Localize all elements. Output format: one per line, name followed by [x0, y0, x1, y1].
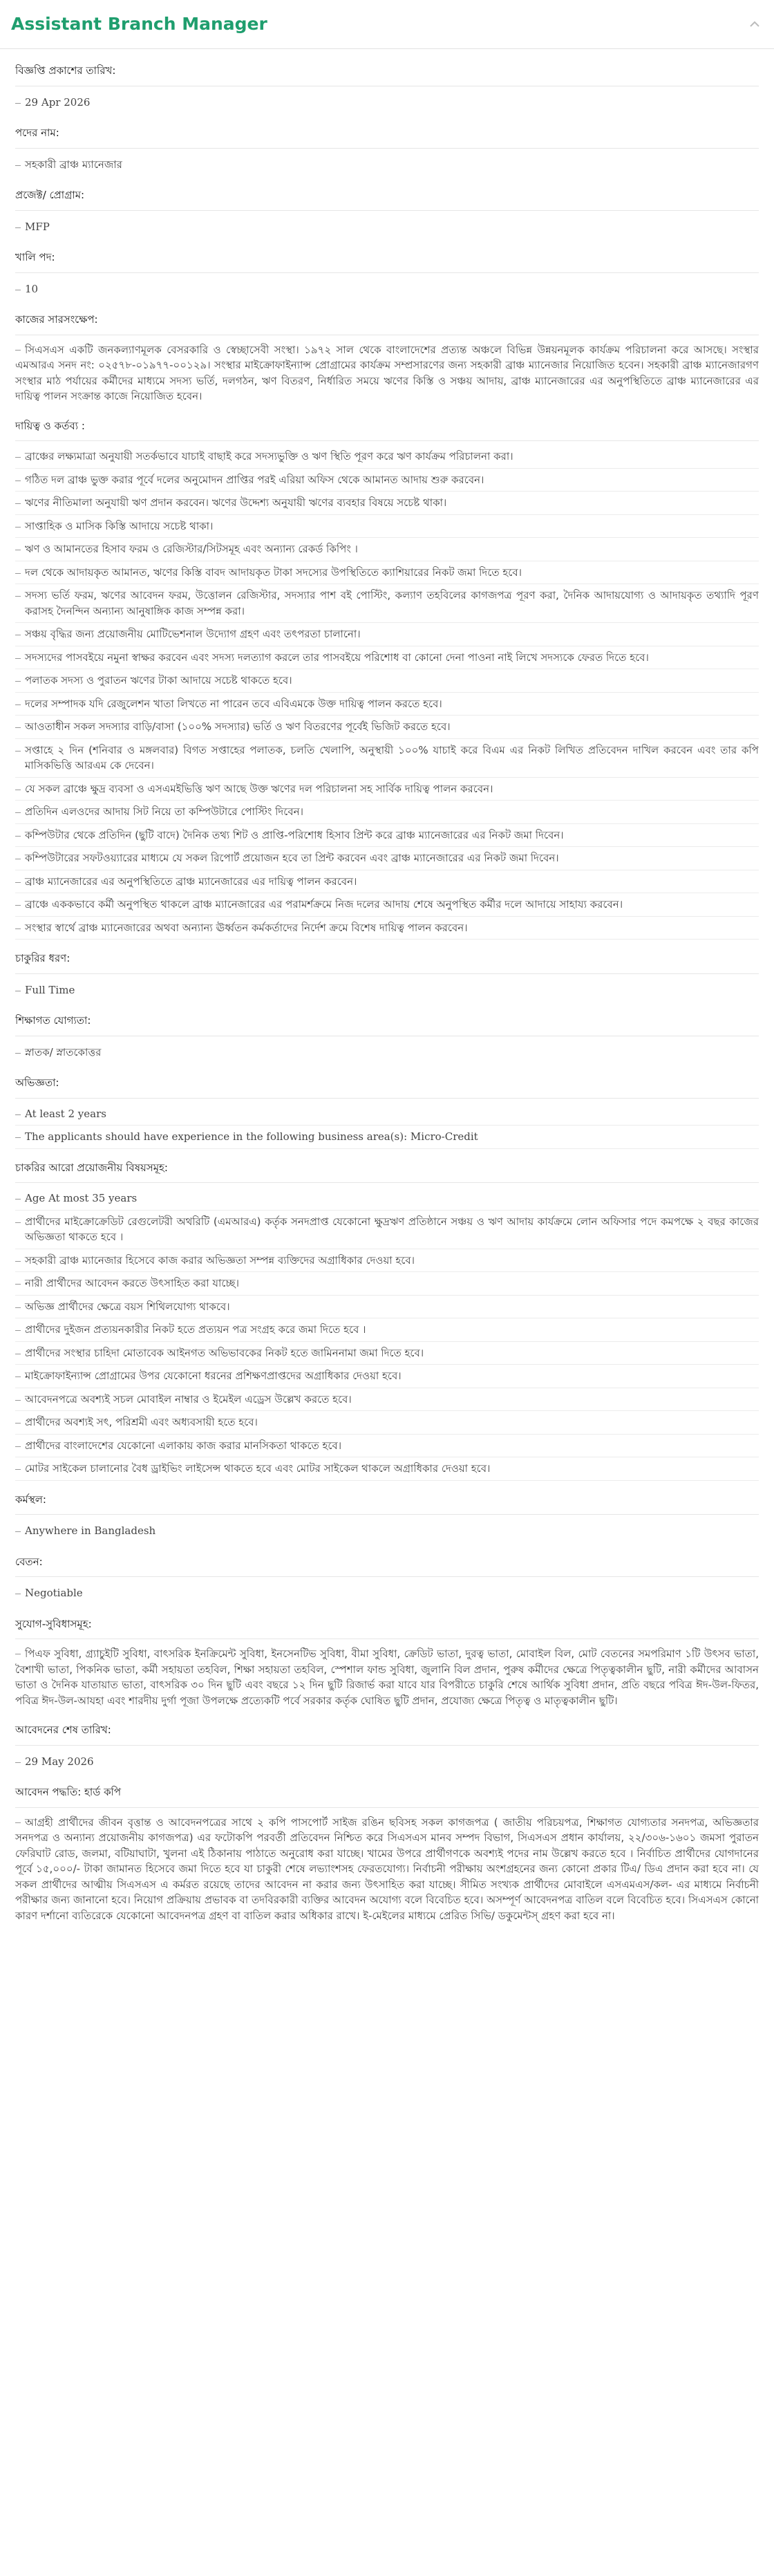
published-label: বিজ্ঞপ্তি প্রকাশের তারিখ:	[15, 64, 116, 77]
list-item: প্রার্থীদের সংস্থার চাহিদা মোতাবেক আইনগত অভিভাবকের নিকট হতে জামিননামা জমা দিতে হবে।	[15, 1342, 759, 1365]
employment-value: Full Time	[15, 978, 759, 1002]
salary-value: Negotiable	[15, 1581, 759, 1605]
experience-label: অভিজ্ঞতা:	[15, 1076, 59, 1089]
list-item: সদস্যদের পাসবইয়ে নমুনা স্বাক্ষর করবেন এবং সদস্য দলত্যাগ করলে তার পাসবইয়ে পরিশোধ বা কোনো দেনা পাওনা নাই লিখে সদস্যকে ফেরত দিতে হবে।	[15, 646, 759, 670]
list-item: ঋণের নীতিমালা অনুযায়ী ঋণ প্রদান করবেন। ঋণের উদ্দেশ্য অনুযায়ী ঋণের ব্যবহার বিষয়ে সচেষ্ট থাকা।	[15, 492, 759, 515]
apply-text: আগ্রহী প্রার্থীদের জীবন বৃত্তান্ত ও আবেদনপত্রের সাথে ২ কপি পাসপোর্ট সাইজ রঙিন ছবিসহ সকল কাগজপত্র ( জাতীয় পরিচয়পত্র, শিক্ষাগত যোগ্যতার সনদপত্র, অভিজ্ঞতার সনদপত্র ও অন্যান্য প্রয়োজনীয় কাগজপত্র) এর ফটোকপি পরবর্তী প্রতিবেদন নিশ্চিত করে সিএসএস মানব সম্পদ বিভাগ, সিএসএস প্রধান কার্যালয়, ২২/৩০৬-১৬০১ জমসা পুরাতন ফেরিঘাট রোড, জলমা, বটিয়াঘাটা, খুলনা এই ঠিকানায় পাঠাতে অনুরোধ করা যাচ্ছে। খামের উপরে প্রার্থীগণকে অবশ্যই পদের নাম উল্লেখ করতে হবে । নির্বাচিত প্রার্থীদের যোগদানের পূর্বে ১৫,০০০/- টাকা জামানত হিসেবে জমা দিতে হবে যা চাকুরী শেষে লভ্যাংশসহ ফেরতযোগ্য। নির্বাচনী পরীক্ষায় অংশগ্রহনের জন্য কোনো প্রকার টিএ/ ডিএ প্রদান করা হবে না। যে সকল প্রার্থীদের আত্মীয় সিএসএস এ কর্মরত রয়েছে তাদের আবেদন না করার জন্য উৎসাহিত করা যাচ্ছে। সীমিত সংখ্যক প্রার্থীদের মোবাইলে এসএমএস/কল- এর মাধ্যমে নির্বাচনী পরীক্ষার জন্য জানানো হবে। নিয়োগ প্রক্রিয়ায় প্রভাবক বা তদবিরকারী ব্যক্তির আবেদন অযোগ্য বলে বিবেচিত হবে। অসম্পূর্ণ আবেদনপত্র বাতিল বলে বিবেচিত হবে। সিএসএস কোনো কারণ দর্শানো ব্যতিরেকে যেকোনো আবেদনপত্র গ্রহণ বা বাতিল করার অধিকার রাখে। ই-মেইলের মাধ্যমে প্রেরিত সিভি/ ডকুমেন্টস্ গ্রহণ করা হবে না।	[15, 1812, 759, 1927]
list-item: প্রার্থীদের অবশ্যই সৎ, পরিশ্রমী এবং অধ্যবসায়ী হতে হবে।	[15, 1411, 759, 1435]
project-section	[15, 183, 759, 239]
salary-section	[15, 1550, 759, 1605]
location-section	[15, 1488, 759, 1543]
list-item: সহকারী ব্রাঞ্চ ম্যানেজার হিসেবে কাজ করার অভিজ্ঞতা সম্পন্ন ব্যক্তিদের অগ্রাধিকার দেওয়া হবে।	[15, 1249, 759, 1273]
list-item: The applicants should have experience in the following business area(s): Micro-Credit	[15, 1126, 759, 1149]
salary-label: বেতন:	[15, 1555, 43, 1568]
vacancy-label: খালি পদ:	[15, 251, 55, 263]
list-item: প্রতিদিন এলওদের আদায় সিট নিয়ে তা কম্পিউটারে পোস্টিং দিবেন।	[15, 801, 759, 824]
list-item: ব্রাঞ্চ ম্যানেজারের এর অনুপস্থিতিতে ব্রাঞ্চ ম্যানেজারের এর দায়িত্ব পালন করবেন।	[15, 870, 759, 894]
divider	[15, 148, 759, 149]
education-label: শিক্ষাগত যোগ্যতা:	[15, 1014, 91, 1027]
divider	[15, 1098, 759, 1099]
list-item: গঠিত দল ব্রাঞ্চ ভুক্ত করার পূর্বে দলের অনুমোদন প্রাপ্তির পরই এরিয়া অফিস থেকে আমানত আদায় শুরু করবেন।	[15, 469, 759, 492]
apply-label: আবেদন পদ্ধতি: হার্ড কপি	[15, 1786, 122, 1798]
published-section	[15, 59, 759, 114]
employment-section	[15, 946, 759, 1002]
requirements-section	[15, 1156, 759, 1481]
list-item: সপ্তাহে ২ দিন (শনিবার ও মঙ্গলবার) বিগত সপ্তাহের পলাতক, চলতি খেলাপি, অনুস্থায়ী ১০০% যাচাই করে বিএম এর নিকট লিখিত প্রতিবেদন দাখিল করবেন এবং তার কপি মাসিকভিত্তি আরএম কে দেবেন।	[15, 739, 759, 778]
deadline-section	[15, 1718, 759, 1773]
position-value: সহকারী ব্রাঞ্চ ম্যানেজার	[15, 153, 759, 177]
benefits-label: সুযোগ-সুবিধাসমূহ:	[15, 1617, 92, 1630]
position-section	[15, 121, 759, 176]
divider	[15, 1807, 759, 1808]
vacancy-value: 10	[15, 277, 759, 301]
project-label: প্রজেক্ট/ প্রোগ্রাম:	[15, 189, 85, 201]
deadline-label: আবেদনের শেষ তারিখ:	[15, 1724, 111, 1736]
list-item: মোটর সাইকেল চালানোর বৈধ ড্রাইভিং লাইসেন্স থাকতে হবে এবং মোটর সাইকেল থাকলে অগ্রাধিকার দেওয়া হবে।	[15, 1457, 759, 1481]
vacancy-section	[15, 245, 759, 301]
list-item: সংস্থার স্বার্থে ব্রাঞ্চ ম্যানেজারের অথবা অন্যান্য ঊর্ধ্বতন কর্মকর্তাদের নির্দেশ ক্রমে বিশেষ দায়িত্ব পালন করবেন।	[15, 917, 759, 940]
published-value: 29 Apr 2026	[15, 91, 759, 115]
list-item: দলের সম্পাদক যদি রেজুলেশন খাতা লিখতে না পারেন তবে এবিএমকে উক্ত দায়িত্ব পালন করতে হবে।	[15, 693, 759, 716]
apply-section	[15, 1780, 759, 1926]
list-item: কম্পিউটারের সফটওয়্যারের মাধ্যমে যে সকল রিপোর্ট প্রয়োজন হবে তা প্রিন্ট করবেন এবং ব্রাঞ্চ ম্যানেজারের এর নিকট জমা দিবেন।	[15, 847, 759, 870]
list-item: আবেদনপত্রে অবশ্যই সচল মোবাইল নাম্বার ও ইমেইল এড্রেস উল্লেখ করতে হবে।	[15, 1388, 759, 1412]
deadline-value: 29 May 2026	[15, 1750, 759, 1774]
education-value: স্নাতক/ স্নাতকোত্তর	[15, 1040, 759, 1065]
list-item: আওতাধীন সকল সদস্যার বাড়ি/বাসা (১০০% সদস্যার) ভর্তি ও ঋণ বিতরণের পূর্বেই ভিজিট করতে হবে।	[15, 716, 759, 739]
benefits-text: পিএফ সুবিধা, গ্র্যাচুইটি সুবিধা, বাৎসরিক ইনক্রিমেন্ট সুবিধা, ইনসেনটিভ সুবিধা, বীমা সুবিধা, ক্রেডিট ভাতা, দুরত্ব ভাতা, মোবাইল বিল, মোট বেতনের সমপরিমাণ ১টি উৎসব ভাতা, বৈশাখী ভাতা, পিকনিক ভাতা, কর্মী সহায়তা তহবিল, শিক্ষা সহায়তা তহবিল, স্পেশাল ফান্ড সুবিধা, জুলানি বিল প্রদান, পুরুষ কর্মীদের ক্ষেত্রে পিতৃত্বকালীন ছুটি, নারী কর্মীদের আবাসন ভাতা ও দৈনিক যাতায়াত ভাতা, বাৎসরিক ৩০ দিন ছুটি এবং বছরে ১২ দিন ছুটি রিজার্ভ করা যাবে যার বিপরীতে চাকুরি শেষে আর্থিক সুবিধা প্রদান, প্রতি বছরে পবিত্র ঈদ-উল-ফিতর, পবিত্র ঈদ-উল-আযহা এবং শারদীয় দুর্গা পূজা উপলক্ষে প্রত্যেকটি পর্বে সরকার কর্তৃক ঘোষিত ছুটি প্রদান, প্রযোজ্য ক্ষেত্রে পিতৃত্ব ও মাতৃত্বকালীন ছুটি।	[15, 1643, 759, 1711]
employment-label: চাকুরির ধরণ:	[15, 952, 70, 964]
list-item: মাইক্রোফাইন্যান্স প্রোগ্রামের উপর যেকোনো ধরনের প্রশিক্ষণপ্রাপ্তদের অগ্রাধিকার দেওয়া হবে।	[15, 1365, 759, 1388]
benefits-section	[15, 1612, 759, 1712]
list-item: ঋণ ও আমানতের হিসাব ফরম ও রেজিস্টার/সিটসমূহ এবং অন্যান্য রেকর্ড কিপিং ।	[15, 538, 759, 561]
list-item: সঞ্চয় বৃদ্ধির জন্য প্রয়োজনীয় মোটিভেশনাল উদ্যোগ গ্রহণ এবং তৎপরতা চালানো।	[15, 623, 759, 646]
divider	[15, 973, 759, 974]
chevron-up-icon[interactable]	[746, 16, 763, 32]
list-item: প্রার্থীদের বাংলাদেশের যেকোনো এলাকায় কাজ করার মানসিকতা থাকতে হবে।	[15, 1435, 759, 1458]
duties-section	[15, 414, 759, 940]
experience-section	[15, 1071, 759, 1149]
job-details	[0, 49, 774, 1926]
position-label: পদের নাম:	[15, 127, 59, 139]
location-label: কর্মস্থল:	[15, 1493, 46, 1506]
list-item: কম্পিউটার থেকে প্রতিদিন (ছুটি বাদে) দৈনিক তথ্য শিট ও প্রাপ্তি-পরিশোধ হিসাব প্রিন্ট করে ব্রাঞ্চ ম্যানেজারের এর নিকট জমা দিবেন।	[15, 824, 759, 848]
requirements-label: চাকরির আরো প্রয়োজনীয় বিষয়সমূহ:	[15, 1161, 168, 1174]
summary-label: কাজের সারসংক্ষেপ:	[15, 313, 98, 326]
duties-label: দায়িত্ব ও কর্তব্য :	[15, 419, 85, 432]
list-item: সাপ্তাহিক ও মাসিক কিস্তি আদায়ে সচেষ্ট থাকা।	[15, 515, 759, 539]
divider	[15, 440, 759, 441]
list-item: প্রার্থীদের দুইজন প্রত্যয়নকারীর নিকট হতে প্রত্যয়ন পত্র সংগ্রহ করে জমা দিতে হবে ।	[15, 1318, 759, 1342]
list-item: সদস্য ভর্তি ফরম, ঋণের আবেদন ফরম, উত্তোলন রেজিস্টার, সদস্যার পাশ বই পোস্টিং, কল্যাণ তহবিলের কাগজপত্র পূরণ করা, দৈনিক আদায়যোগ্য ও আদায়কৃত তথ্যাদি পূরণ করাসহ দৈনন্দিন অন্যান্য আনুষাঙ্গিক কাজ সম্পন্ন করা।	[15, 584, 759, 623]
divider	[15, 1576, 759, 1577]
list-item: ব্রাঞ্চে এককভাবে কর্মী অনুপস্থিত থাকলে ব্রাঞ্চ ম্যানেজারের এর পরামর্শক্রমে নিজ দলের আদায় শেষে অনুপস্থিত কর্মীর দলে আদায়ে সাহায্য করবেন।	[15, 893, 759, 917]
project-value: MFP	[15, 215, 759, 239]
list-item: ব্রাঞ্চের লক্ষ্যমাত্রা অনুযায়ী সতর্কভাবে যাচাই বাছাই করে সদস্যভুক্তি ও ঋণ স্থিতি পূরণ করে ঋণ কার্যক্রম পরিচালনা করা।	[15, 445, 759, 469]
education-section	[15, 1009, 759, 1064]
summary-text: সিএসএস একটি জনকল্যাণমূলক বেসরকারি ও স্বেচ্ছাসেবী সংস্থা। ১৯৭২ সাল থেকে বাংলাদেশের প্রত্যন্ত অঞ্চলে বিভিন্ন উন্নয়নমূলক কার্যক্রম পরিচালনা করে আসছে। সংস্থার এমআরএ সনদ নং: ০২৫৭৮-০১৯৭৭-০০১২৯। সংস্থার মাইক্রোফাইন্যান্স প্রোগ্রামের কার্যক্রম সম্প্রসারণের জন্য সহকারী ব্রাঞ্চ ম্যানেজার নিয়োজিত হবেন। সহকারী ব্রাঞ্চ ম্যানেজারগণ সংস্থার মাঠ পর্যায়ের কর্মীদের মাধ্যমে সদস্য ভর্তি, দলগঠন, ঋণ বিতরণ, নির্ধারিত সময়ে ঋণের কিস্তি ও সঞ্চয় আদায়, ব্রাঞ্চ ম্যানেজারের এর অনুপস্থিতিতে ব্রাঞ্চ ম্যানেজারের এর দায়িত্ব পালন সংক্রান্ত কাজে নিয়োজিত হবেন।	[15, 339, 759, 407]
divider	[15, 272, 759, 273]
list-item: At least 2 years	[15, 1103, 759, 1126]
list-item: Age At most 35 years	[15, 1187, 759, 1211]
location-value: Anywhere in Bangladesh	[15, 1519, 759, 1543]
list-item: পলাতক সদস্য ও পুরাতন ঋণের টাকা আদায়ে সচেষ্ট থাকতে হবে।	[15, 669, 759, 693]
list-item: দল থেকে আদায়কৃত আমানত, ঋণের কিস্তি বাবদ আদায়কৃত টাকা সদস্যের উপস্থিতিতে ক্যাশিয়ারের নিকট জমা দিতে হবে।	[15, 561, 759, 585]
duties-list	[15, 445, 759, 940]
summary-section	[15, 308, 759, 407]
job-title: Assistant Branch Manager	[11, 14, 267, 35]
divider	[15, 1514, 759, 1515]
list-item: নারী প্রার্থীদের আবেদন করতে উৎসাহিত করা যাচ্ছে।	[15, 1272, 759, 1296]
list-item: যে সকল ব্রাঞ্চে ক্ষুদ্র ব্যবসা ও এসএমইভিত্তি ঋণ আছে উক্ত ঋণের দল পরিচালনা সহ সার্বিক দায়িত্ব পালন করবেন।	[15, 778, 759, 801]
list-item: অভিজ্ঞ প্রার্থীদের ক্ষেত্রে বয়স শিথিলযোগ্য থাকবে।	[15, 1296, 759, 1319]
divider	[15, 1745, 759, 1746]
list-item: প্রার্থীদের মাইক্রোক্রেডিট রেগুলেটরী অথরিটি (এমআরএ) কর্তৃক সনদপ্রাপ্ত যেকোনো ক্ষুদ্রঋণ প্রতিষ্ঠানে সঞ্চয় ও ঋণ আদায় কার্যক্রমে লোন অফিসার পদে কমপক্ষে ২ বছর কাজের অভিজ্ঞতা থাকতে হবে ।	[15, 1211, 759, 1249]
requirements-list	[15, 1187, 759, 1481]
divider	[15, 1182, 759, 1183]
job-header	[0, 0, 774, 49]
experience-list	[15, 1103, 759, 1149]
divider	[15, 210, 759, 211]
